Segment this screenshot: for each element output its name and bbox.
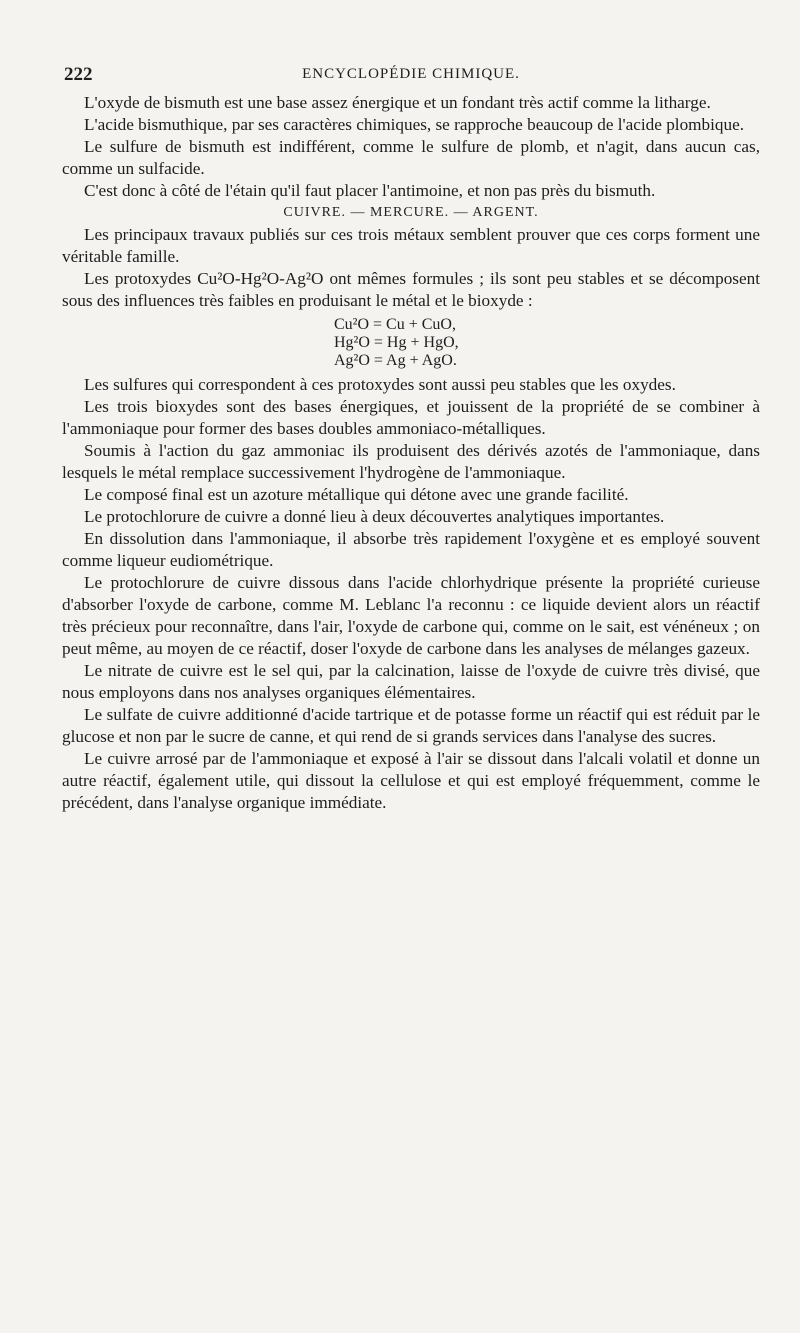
paragraph: Les sulfures qui correspondent à ces protoxydes sont aussi peu stables que les oxydes. [84,375,676,394]
page-body [62,92,760,814]
equation-block [62,316,760,370]
equation: Hg²O = Hg + HgO, [334,334,459,351]
paragraph: Les protoxydes Cu²O-Hg²O-Ag²O ont mêmes formules ; ils sont peu stables et se décomposent sous des influences très faibles en produisant le métal et le bioxyde : [62,269,760,310]
section-heading: CUIVRE. — MERCURE. — ARGENT. [283,205,539,220]
equation: Cu²O = Cu + CuO, [334,316,456,333]
paragraph: L'acide bismuthique, par ses caractères chimiques, se rapproche beaucoup de l'acide plombique. [84,115,745,134]
paragraph: Le cuivre arrosé par de l'ammoniaque et exposé à l'air se dissout dans l'alcali volatil et donne un autre réactif, également utile, qui dissout la cellulose et qui est employé fréquemment, comme le précédent, dans l'analyse organique immédiate. [62,749,760,812]
paragraph: En dissolution dans l'ammoniaque, il absorbe très rapidement l'oxygène et es employé souvent comme liqueur eudiométrique. [62,529,760,570]
paragraph: Les trois bioxydes sont des bases énergiques, et jouissent de la propriété de se combiner à l'ammoniaque pour former des bases doubles ammoniaco-métalliques. [62,397,760,438]
paragraph: Le sulfate de cuivre additionné d'acide tartrique et de potasse forme un réactif qui est réduit par le glucose et non par le sucre de canne, et qui rend de si grands services dans l'analyse des sucres. [62,705,760,746]
paragraph: Le protochlorure de cuivre dissous dans l'acide chlorhydrique présente la propriété curieuse d'absorber l'oxyde de carbone, comme M. Leblanc l'a reconnu : ce liquide devient alors un réactif très précieux pour reconnaître, dans l'air, l'oxyde de carbone qui, comme on le sait, est vénéneux ; on peut même, au moyen de ce réactif, doser l'oxyde de carbone dans les analyses de mélanges gazeux. [62,573,760,658]
page-number: 222 [64,64,93,85]
paragraph: C'est donc à côté de l'étain qu'il faut placer l'antimoine, et non pas près du bismuth. [84,181,656,200]
paragraph: L'oxyde de bismuth est une base assez énergique et un fondant très actif comme la litharge. [84,93,711,112]
paragraph: Le nitrate de cuivre est le sel qui, par la calcination, laisse de l'oxyde de cuivre très divisé, que nous employons dans nos analyses organiques élémentaires. [62,661,760,702]
running-title: ENCYCLOPÉDIE CHIMIQUE. [302,66,520,82]
equation: Ag²O = Ag + AgO. [334,352,457,369]
paragraph: Les principaux travaux publiés sur ces trois métaux semblent prouver que ces corps forment une véritable famille. [62,225,760,266]
paragraph: Le protochlorure de cuivre a donné lieu à deux découvertes analytiques importantes. [84,507,665,526]
paragraph: Le composé final est un azoture métallique qui détone avec une grande facilité. [84,485,629,504]
paragraph: Le sulfure de bismuth est indifférent, comme le sulfure de plomb, et n'agit, dans aucun cas, comme un sulfacide. [62,137,760,178]
paragraph: Soumis à l'action du gaz ammoniac ils produisent des dérivés azotés de l'ammoniaque, dans lesquels le métal remplace successivement l'hydrogène de l'ammoniaque. [62,441,760,482]
page-header [64,64,758,86]
